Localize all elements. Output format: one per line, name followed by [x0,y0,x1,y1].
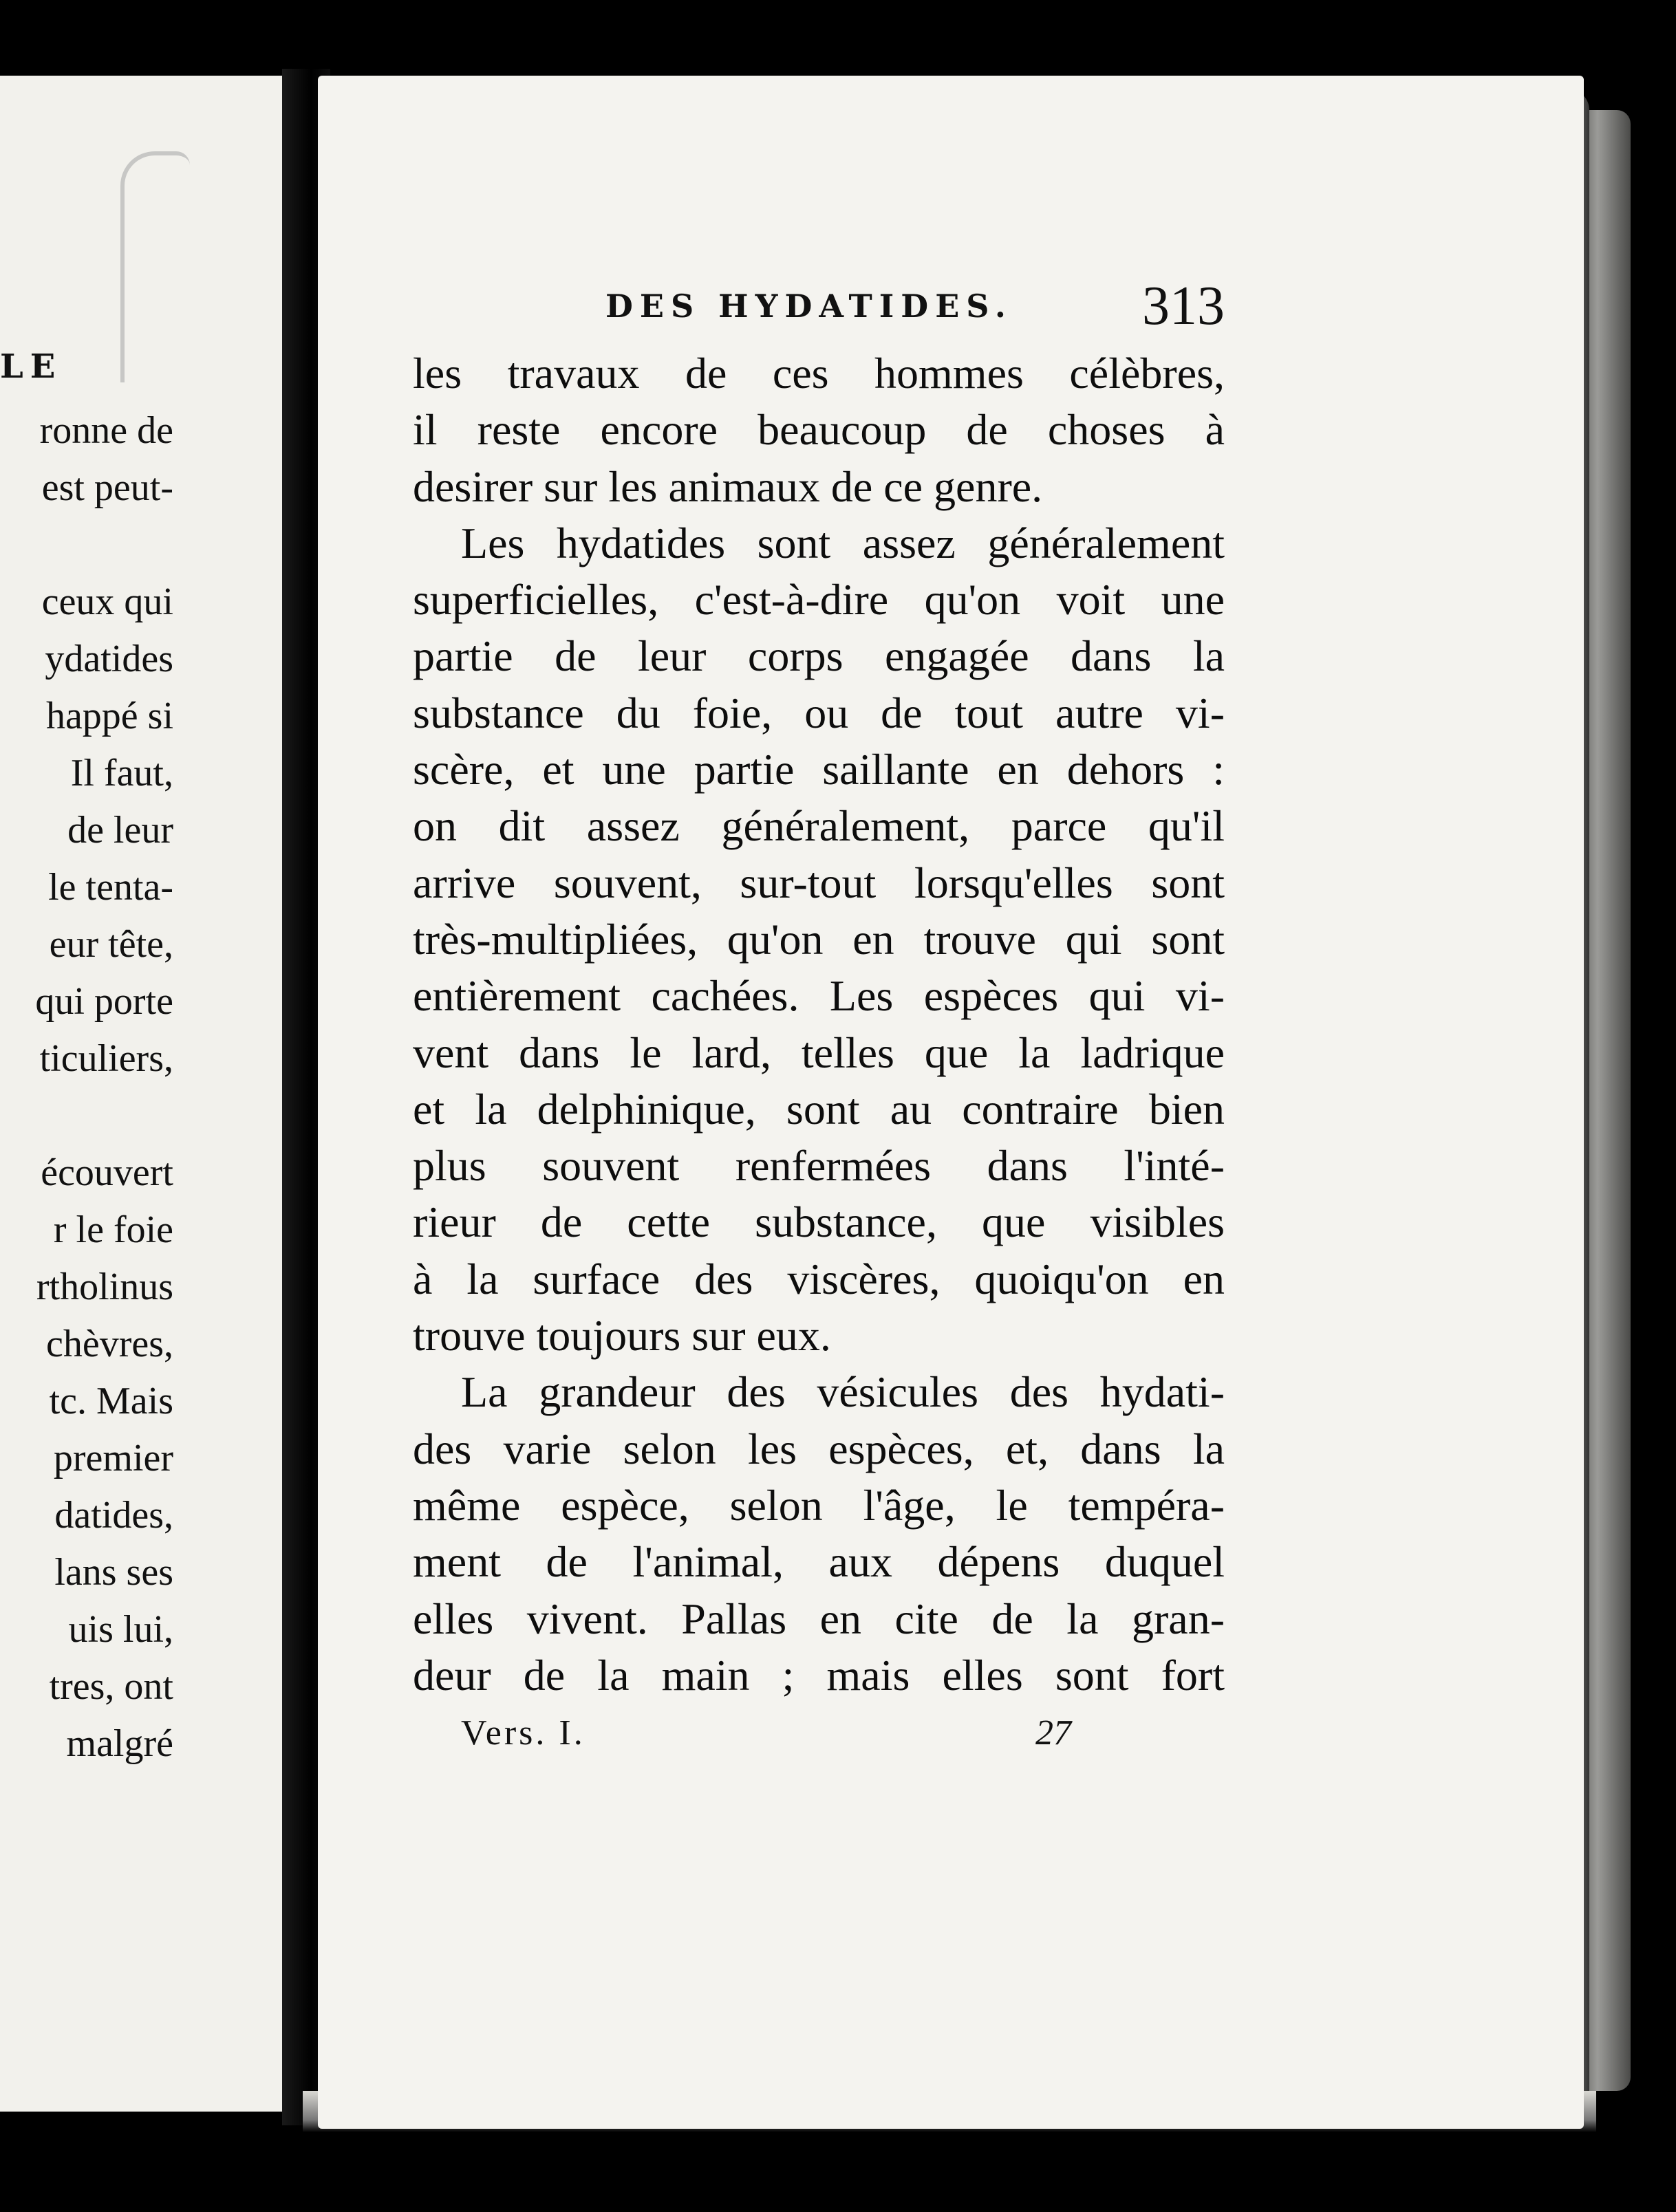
pencil-mark [120,151,190,382]
left-line: ydatides [45,638,173,680]
left-line: chèvres, [45,1323,173,1365]
text-line: desirer sur les animaux de ce genre. [413,462,1043,511]
left-line: datides, [54,1494,173,1537]
text-line: même espèce, selon l'âge, le tempéra- [413,1480,1225,1530]
text-line: à la surface des viscères, quoiqu'on en [413,1254,1225,1303]
text-line: entièrement cachées. Les espèces qui vi- [413,971,1225,1021]
left-line: tc. Mais [49,1380,173,1422]
left-line: lans ses [54,1551,173,1594]
text-line: scère, et une partie saillante en dehors : [413,745,1225,794]
left-line: ticuliers, [39,1037,173,1080]
left-line: ronne de [39,409,173,452]
body-text [413,345,1225,1704]
text-line: trouve toujours sur eux. [413,1311,831,1360]
text-line: superficielles, c'est-à-dire qu'on voit une [413,575,1225,625]
printer-signature [413,1713,1225,1768]
text-line: partie de leur corps engagée dans la [413,631,1225,681]
text-line: et la delphinique, sont au contraire bien [413,1084,1225,1134]
left-line: malgré [66,1722,173,1765]
left-running-title-fragment: LE [0,347,63,386]
text-line: vent dans le lard, telles que la ladrique [413,1028,1225,1077]
text-line: Les hydatides sont assez généralement [461,518,1225,567]
signature-volume: Vers. I. [461,1713,585,1753]
left-line: écouvert [41,1151,173,1194]
text-line: La grandeur des vésicules des hydati- [461,1367,1225,1417]
left-line: happé si [45,695,173,737]
left-line: rtholinus [36,1266,173,1308]
text-line: plus souvent renfermées dans l'inté- [413,1141,1225,1191]
left-line: eur tête, [49,923,173,966]
page-number: 313 [1142,276,1225,336]
text-line: substance du foie, ou de tout autre vi- [413,688,1225,737]
text-line: arrive souvent, sur-tout lorsqu'elles sont [413,858,1225,907]
text-line: ment de l'animal, aux dépens duquel [413,1537,1225,1587]
left-line: de leur [67,809,173,852]
left-line: est peut- [41,466,173,509]
page-header [413,275,1225,337]
text-line: deur de la main ; mais elles sont fort [413,1650,1225,1700]
left-line: ceux qui [41,581,173,623]
text-line: des varie selon les espèces, et, dans la [413,1424,1225,1473]
left-line: premier [53,1437,173,1479]
text-line: elles vivent. Pallas en cite de la gran- [413,1594,1225,1643]
text-line: on dit assez généralement, parce qu'il [413,801,1225,851]
running-title: DES HYDATIDES. [605,288,1013,325]
signature-number: 27 [1035,1713,1071,1753]
left-line [0,1087,173,1145]
left-facing-page [0,76,282,2112]
left-page-text [0,402,173,1772]
left-line: qui porte [35,980,173,1023]
left-line [0,517,173,574]
left-line: r le foie [53,1208,173,1251]
text-line: rieur de cette substance, que visibles [413,1197,1225,1247]
text-line: il reste encore beaucoup de choses à [413,405,1225,455]
left-line: Il faut, [70,752,173,794]
left-line: uis lui, [68,1608,173,1651]
text-line: très-multipliées, qu'on en trouve qui sont [413,914,1225,964]
text-line: les travaux de ces hommes célèbres, [413,349,1225,398]
left-line: le tenta- [48,866,173,909]
left-line: tres, ont [49,1665,173,1708]
